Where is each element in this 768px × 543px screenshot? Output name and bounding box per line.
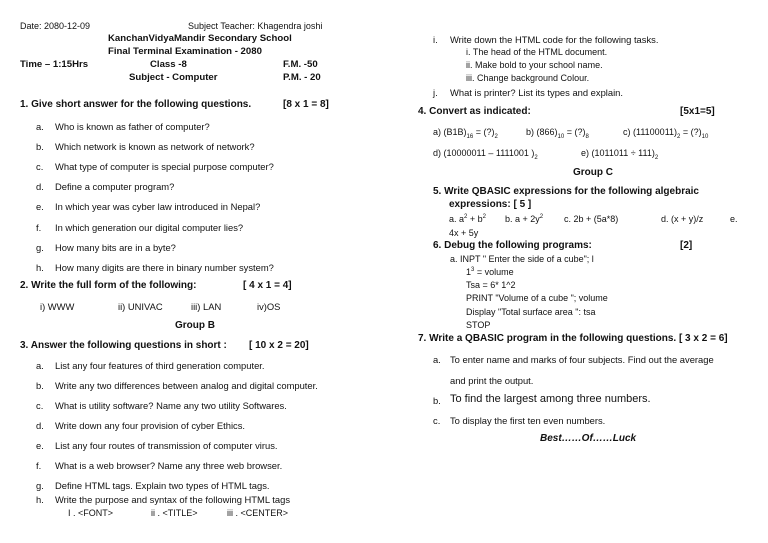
list-item: Who is known as father of computer? — [55, 121, 210, 132]
code-line: $1^3$ = volume — [466, 267, 514, 277]
list-item: What is utility software? Name any two utility Softwares. — [55, 400, 287, 411]
q3-title: 3. Answer the following questions in short : — [20, 340, 227, 351]
q4-c: c) $(11100011)_2$ = $(?)_{10}$ — [623, 127, 709, 140]
list-item-number: b. — [36, 380, 44, 391]
code-line: a. INPT " Enter the side of a cube"; l — [450, 254, 594, 264]
list-item: List any four routes of transmission of computer virus. — [55, 440, 278, 451]
code-line: STOP — [466, 320, 491, 330]
q4-e: e) $(1011011 \div 111)_2$ — [581, 148, 659, 161]
q4-marks: [5x1=5] — [680, 106, 715, 117]
list-item-number: h. — [36, 494, 44, 505]
list-item-number: c. — [36, 161, 44, 173]
list-item: Write down any four provision of cyber Ethics. — [55, 420, 246, 431]
q5-b: b. $a + 2y^2$ — [505, 214, 544, 224]
q4-b: b) $(866)_{10}$ = $(?)_8$ — [526, 127, 589, 140]
q-j-text: What is printer? List its types and explain. — [450, 87, 623, 98]
code-line: Tsa = 6* 1^2 — [466, 280, 516, 290]
html-tag: ii . <TITLE> — [151, 508, 198, 518]
list-item: What type of computer is special purpose computer? — [55, 161, 274, 173]
full-marks: F.M. -50 — [283, 59, 318, 70]
code-line: PRINT "Volume of a cube "; volume — [466, 293, 608, 303]
school-name: KanchanVidyaMandir Secondary School — [108, 33, 292, 44]
q2-item: iv)OS — [257, 301, 281, 312]
list-item-number: h. — [36, 261, 44, 273]
pass-marks: P.M. - 20 — [283, 72, 321, 83]
exam-title: Final Terminal Examination - 2080 — [108, 46, 262, 57]
q-i-sub: iii. Change background Colour. — [466, 73, 590, 83]
list-item-number: f. — [36, 221, 42, 233]
code-line: Display "Total surface area ": tsa — [466, 307, 596, 317]
q7-title: 7. Write a QBASIC program in the following questions. [ 3 x 2 = 6] — [418, 333, 728, 344]
q4-title: 4. Convert as indicated: — [418, 106, 531, 117]
list-item-number: f. — [36, 460, 42, 471]
list-item-number: a. — [36, 121, 44, 132]
list-item: In which generation our digital computer lies? — [55, 221, 244, 233]
q7-a-number: a. — [433, 354, 441, 365]
q7-b-number: b. — [433, 395, 441, 406]
list-item: How many bits are in a byte? — [55, 241, 176, 253]
list-item-number: g. — [36, 480, 44, 491]
q1-marks: [8 x 1 = 8] — [283, 99, 329, 110]
q1-title: 1. Give short answer for the following questions. — [20, 99, 252, 110]
list-item: Write any two differences between analog and digital computer. — [55, 380, 318, 391]
q2-item: i) WWW — [40, 301, 75, 312]
q-i-number: i. — [433, 34, 438, 45]
list-item: What is a web browser? Name any three web browser. — [55, 460, 283, 471]
q5-d: d. (x + y)/z — [661, 214, 704, 224]
q2-marks: [ 4 x 1 = 4] — [243, 280, 292, 291]
list-item-number: b. — [36, 141, 44, 153]
q7-c-number: c. — [433, 415, 441, 426]
q5-c: c. 2b + (5a*8) — [564, 214, 619, 224]
exam-time: Time – 1:15Hrs — [20, 59, 89, 70]
list-item-number: d. — [36, 420, 44, 431]
q-i-text: Write down the HTML code for the following tasks. — [450, 34, 659, 45]
q2-item: iii) LAN — [191, 301, 222, 312]
q7-a-text: To enter name and marks of four subjects. Find out the average — [450, 354, 714, 365]
date: Date: 2080-12-09 — [20, 21, 91, 31]
q7-b-text: To find the largest among three numbers. — [450, 393, 651, 405]
q4-d: d) (10000011 – 1111001 )$_2$ — [433, 148, 538, 161]
list-item: List any four features of third generation computer. — [55, 360, 265, 371]
list-item-number: g. — [36, 241, 44, 253]
html-tag: iii . <CENTER> — [227, 508, 289, 518]
list-item: How many digits are there in binary number system? — [55, 261, 274, 273]
list-item-number: e. — [36, 440, 44, 451]
list-item-number: d. — [36, 181, 44, 193]
footer-best-of-luck: Best……Of……Luck — [540, 433, 637, 444]
list-item: Define HTML tags. Explain two types of HTML tags. — [55, 480, 270, 491]
group-c-heading: Group C — [573, 167, 613, 178]
q5-e-expression: 4x + 5y — [449, 228, 479, 238]
list-item: In which year was cyber law introduced in Nepal? — [55, 201, 261, 213]
q5-title-cont: expressions: [ 5 ] — [449, 199, 532, 210]
q7-a-text-cont: and print the output. — [450, 375, 534, 386]
html-tag: I . <FONT> — [68, 508, 114, 518]
q7-c-text: To display the first ten even numbers. — [450, 415, 606, 426]
q5-title: 5. Write QBASIC expressions for the following algebraic — [433, 186, 699, 197]
list-item: Write the purpose and syntax of the following HTML tags — [55, 494, 291, 505]
list-item-number: e. — [36, 201, 44, 213]
q3-marks: [ 10 x 2 = 20] — [249, 340, 309, 351]
q-i-sub: i. The head of the HTML document. — [466, 47, 608, 57]
list-item-number: a. — [36, 360, 44, 371]
q2-item: ii) UNIVAC — [118, 301, 163, 312]
q5-e: e. — [730, 214, 738, 224]
q-j-number: j. — [433, 87, 438, 98]
group-b-heading: Group B — [175, 320, 215, 331]
list-item: Define a computer program? — [55, 181, 175, 193]
class: Class -8 — [150, 59, 187, 70]
q6-title: 6. Debug the following programs: — [433, 240, 592, 251]
q6-marks: [2] — [680, 240, 693, 251]
subject: Subject - Computer — [129, 72, 218, 83]
list-item-number: c. — [36, 400, 44, 411]
q4-a: a) $(B1B)_{16}$ = $(?)_2$ — [433, 127, 498, 140]
subject-teacher: Subject Teacher: Khagendra joshi — [188, 21, 323, 31]
q-i-sub: ii. Make bold to your school name. — [466, 60, 603, 70]
q5-a: a. $a^2 + b^2$ — [449, 214, 486, 224]
q2-title: 2. Write the full form of the following: — [20, 280, 197, 291]
list-item: Which network is known as network of network? — [55, 141, 255, 153]
